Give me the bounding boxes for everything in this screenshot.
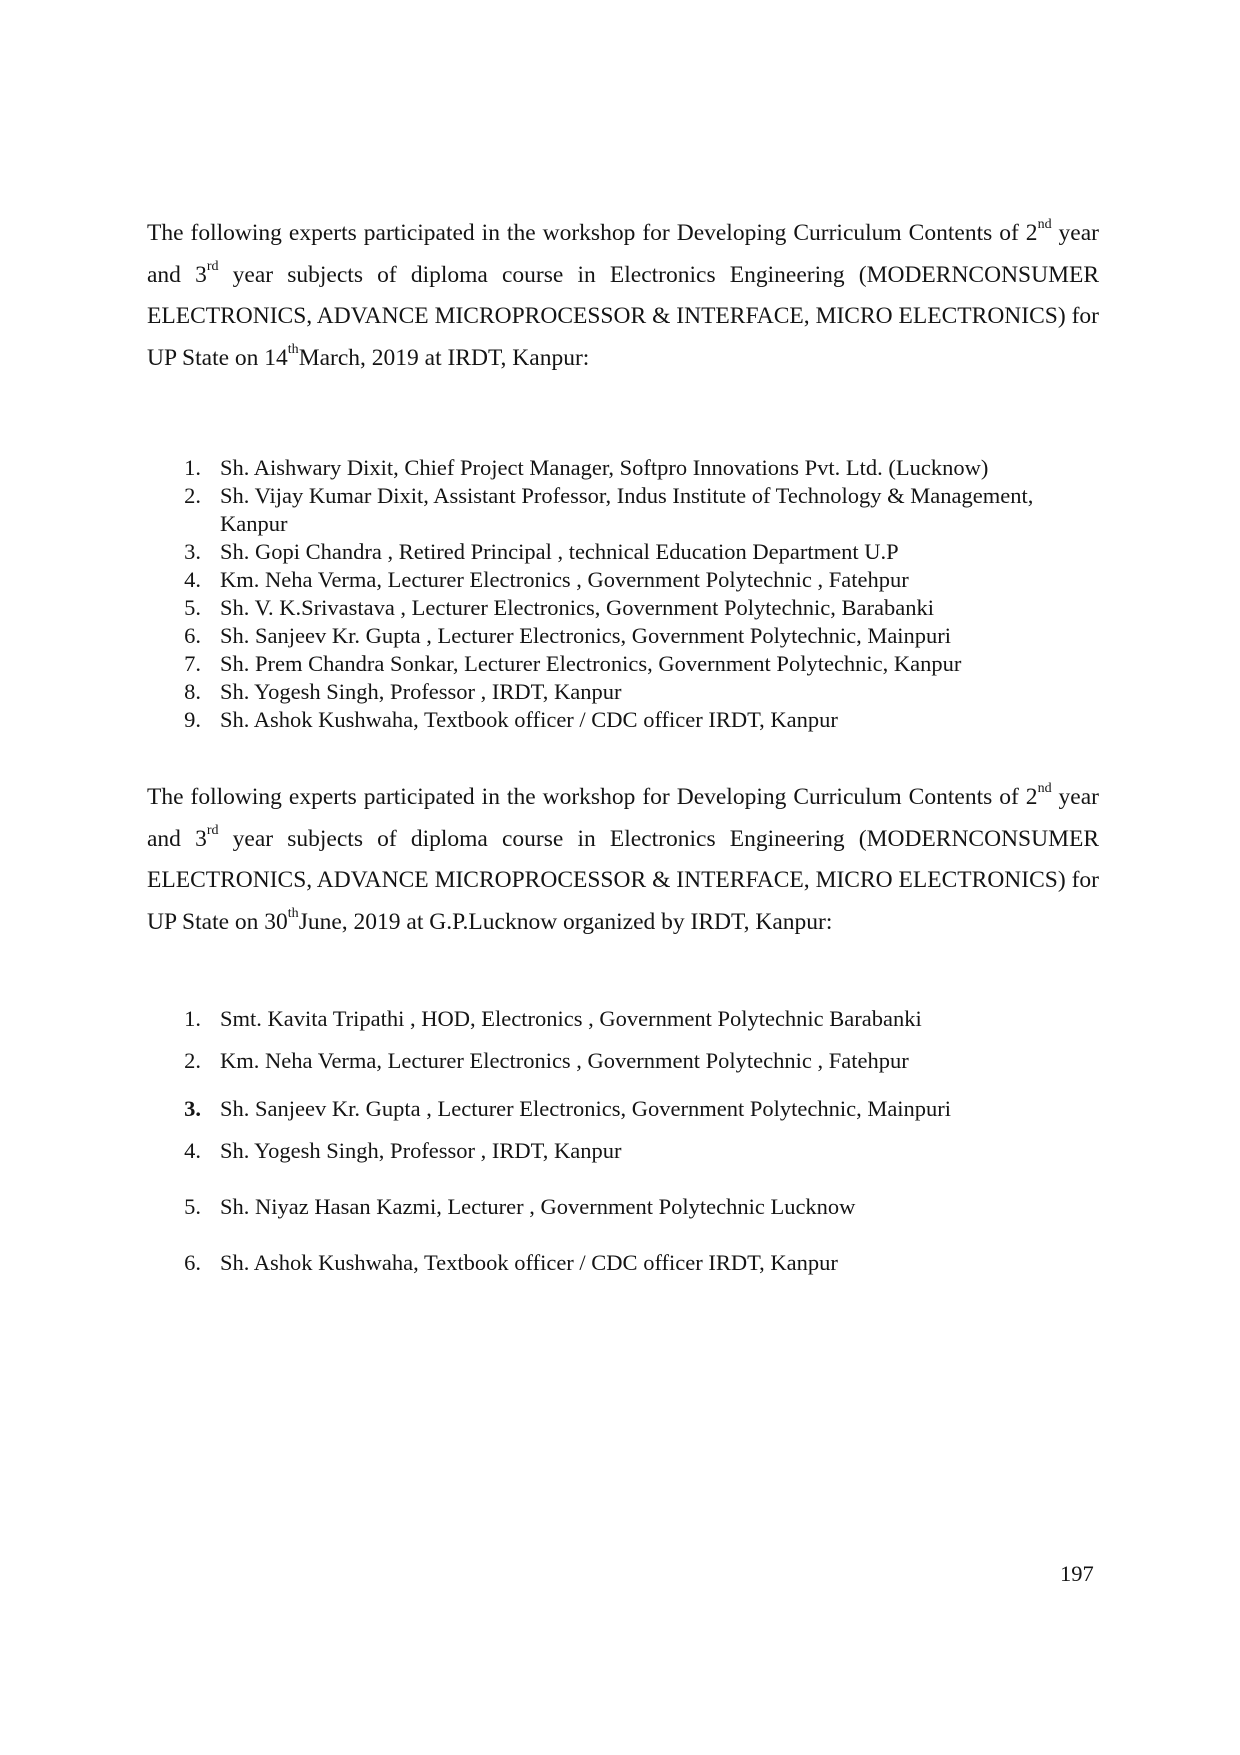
ordinal-suffix: th [287, 905, 299, 921]
list-number: 3. [184, 539, 201, 564]
list-item [147, 594, 1099, 622]
expert-list-march [147, 454, 1099, 734]
list-item [147, 1193, 1172, 1221]
list-number: 4. [184, 567, 201, 592]
para-text: year and 3 [147, 784, 1099, 852]
para-text: March, 2019 at IRDT, Kanpur: [298, 344, 590, 371]
list-number: 1. [184, 455, 201, 480]
expert-entry: Sh. Aishwary Dixit, Chief Project Manager, Softpro Innovations Pvt. Ltd. (Lucknow) [220, 455, 989, 480]
list-item [147, 1005, 1172, 1033]
para-text: year subjects of diploma course in Electronics Engineering (MODERNCONSUMER ELECTRONICS, ADVANCE MICROPROCESSOR & INTERFACE, MICRO ELECTRONICS) for UP State on 30 [147, 825, 1099, 935]
expert-entry: Sh. Yogesh Singh, Professor , IRDT, Kanpur [220, 679, 622, 704]
ordinal-suffix: nd [1037, 781, 1052, 797]
expert-entry: Sh. Vijay Kumar Dixit, Assistant Professor, Indus Institute of Technology & Management, Kanpur [220, 483, 1034, 536]
list-item [147, 706, 1099, 734]
list-item [147, 1137, 1172, 1165]
list-number: 1. [184, 1006, 201, 1031]
expert-entry: Sh. Sanjeev Kr. Gupta , Lecturer Electronics, Government Polytechnic, Mainpuri [220, 623, 952, 648]
para-text: year subjects of diploma course in Electronics Engineering (MODERNCONSUMER ELECTRONICS, ADVANCE MICROPROCESSOR & INTERFACE, MICRO ELECTRONICS) for UP State on 14 [147, 261, 1099, 371]
list-number: 8. [184, 679, 201, 704]
list-number: 5. [184, 595, 201, 620]
ordinal-suffix: th [287, 341, 299, 357]
list-item [147, 650, 1099, 678]
list-item [147, 678, 1099, 706]
para-text: June, 2019 at G.P.Lucknow organized by IRDT, Kanpur: [298, 908, 833, 935]
list-number: 7. [184, 651, 201, 676]
para-text: year and 3 [147, 220, 1099, 288]
expert-entry: Sh. V. K.Srivastava , Lecturer Electronics, Government Polytechnic, Barabanki [220, 595, 934, 620]
expert-entry: Sh. Ashok Kushwaha, Textbook officer / CDC officer IRDT, Kanpur [220, 1250, 838, 1275]
list-item [147, 1095, 1172, 1123]
list-number: 4. [184, 1138, 201, 1163]
expert-entry: Smt. Kavita Tripathi , HOD, Electronics , Government Polytechnic Barabanki [220, 1006, 922, 1031]
list-item [147, 1047, 1172, 1075]
expert-entry: Sh. Niyaz Hasan Kazmi, Lecturer , Government Polytechnic Lucknow [220, 1194, 856, 1219]
list-item [147, 454, 1099, 482]
list-number: 6. [184, 1250, 201, 1275]
list-number: 2. [184, 1048, 201, 1073]
list-number: 2. [184, 483, 201, 508]
para-text: The following experts participated in the workshop for Developing Curriculum Contents of 2 [147, 220, 1038, 246]
list-item [147, 1249, 1172, 1277]
page-number: 197 [1060, 1561, 1094, 1586]
list-item [147, 538, 1099, 566]
workshop-intro-paragraph-march [147, 213, 1099, 379]
list-item [147, 482, 1099, 538]
ordinal-suffix: rd [206, 822, 219, 838]
expert-entry: Km. Neha Verma, Lecturer Electronics , Government Polytechnic , Fatehpur [220, 1048, 909, 1073]
para-text: The following experts participated in the workshop for Developing Curriculum Contents of 2 [147, 784, 1038, 810]
ordinal-suffix: rd [206, 258, 219, 274]
list-number: 6. [184, 623, 201, 648]
list-number: 9. [184, 707, 201, 732]
ordinal-suffix: nd [1037, 217, 1052, 233]
expert-entry: Sh. Gopi Chandra , Retired Principal , technical Education Department U.P [220, 539, 899, 564]
expert-entry: Sh. Ashok Kushwaha, Textbook officer / CDC officer IRDT, Kanpur [220, 707, 838, 732]
list-item [147, 566, 1099, 594]
expert-entry: Sh. Yogesh Singh, Professor , IRDT, Kanpur [220, 1138, 622, 1163]
list-number: 3. [184, 1096, 201, 1121]
expert-entry: Sh. Sanjeev Kr. Gupta , Lecturer Electronics, Government Polytechnic, Mainpuri [220, 1096, 952, 1121]
list-number: 5. [184, 1194, 201, 1219]
expert-entry: Sh. Prem Chandra Sonkar, Lecturer Electronics, Government Polytechnic, Kanpur [220, 651, 962, 676]
list-item [147, 622, 1099, 650]
expert-entry: Km. Neha Verma, Lecturer Electronics , Government Polytechnic , Fatehpur [220, 567, 909, 592]
workshop-intro-paragraph-june [147, 777, 1099, 943]
